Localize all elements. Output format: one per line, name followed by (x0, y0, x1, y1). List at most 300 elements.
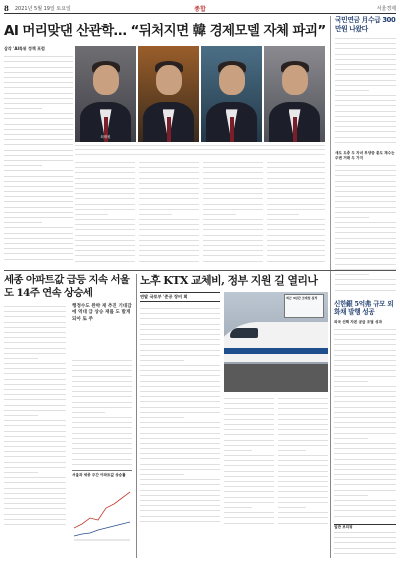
column-rule-right (330, 274, 331, 558)
text-line (4, 522, 66, 525)
text-line (4, 127, 73, 130)
text-line (4, 189, 73, 192)
text-line (278, 474, 328, 477)
text-line (334, 472, 396, 475)
text-line (203, 191, 263, 194)
text-line (72, 436, 132, 439)
text-line (224, 396, 274, 399)
text-line (203, 233, 263, 236)
text-line (278, 406, 328, 409)
text-line (75, 191, 135, 194)
text-line (4, 335, 66, 338)
housing-body-1 (4, 304, 66, 528)
text-line (335, 72, 396, 75)
text-line (4, 65, 73, 68)
text-line (75, 227, 135, 230)
lead-article (4, 46, 73, 264)
text-line (4, 184, 73, 187)
text-line (267, 248, 325, 251)
text-line (334, 410, 396, 413)
text-line (334, 482, 396, 485)
text-line (140, 467, 220, 470)
text-line (334, 457, 396, 460)
text-line (75, 170, 135, 173)
text-line (335, 78, 396, 81)
text-line (335, 210, 396, 213)
text-line (140, 332, 220, 335)
text-line (4, 168, 73, 171)
shinhan-article (334, 300, 396, 523)
text-line (72, 358, 132, 361)
text-line (72, 374, 132, 377)
text-line (140, 498, 220, 501)
text-line (334, 368, 396, 371)
text-line (72, 420, 132, 423)
text-line (267, 259, 325, 262)
text-line (267, 191, 325, 194)
text-line (334, 420, 396, 423)
text-line (4, 460, 66, 463)
text-line (72, 441, 132, 444)
text-line (267, 186, 325, 189)
text-line (224, 417, 274, 420)
text-line (335, 109, 396, 112)
text-line (334, 462, 396, 465)
text-line (278, 422, 328, 425)
text-line (4, 512, 66, 515)
text-line (203, 165, 263, 168)
text-line (139, 202, 199, 205)
text-line (334, 384, 396, 387)
text-line (335, 93, 396, 96)
text-line (334, 394, 396, 397)
text-line (335, 119, 396, 122)
text-line (139, 191, 199, 194)
text-line (4, 449, 66, 452)
text-line (335, 225, 396, 228)
text-line (334, 535, 396, 538)
text-line (72, 446, 132, 449)
text-line (334, 425, 396, 428)
text-line (334, 342, 396, 345)
text-line (4, 429, 66, 432)
text-line (203, 196, 263, 199)
text-line (4, 340, 66, 343)
ktx-graphic (284, 294, 324, 318)
ktx-body-3 (278, 396, 328, 528)
text-line (335, 241, 396, 244)
text-line (267, 165, 325, 168)
text-line (4, 220, 42, 223)
shinhan-title: 신한銀 5억弗 규모 외화채 발행 성공 (334, 300, 394, 317)
article-column-3 (203, 160, 263, 268)
text-line (335, 272, 369, 275)
text-line (140, 431, 220, 434)
text-line (278, 479, 328, 482)
section-label: 종합 (194, 6, 206, 13)
text-line (140, 316, 220, 319)
text-line (224, 401, 274, 404)
text-line (334, 405, 396, 408)
text-line (4, 148, 73, 151)
text-line (203, 248, 263, 251)
text-line (4, 423, 66, 426)
text-line (72, 462, 132, 465)
text-line (335, 46, 396, 49)
text-line (203, 222, 263, 225)
text-line (4, 314, 66, 317)
text-line (4, 231, 73, 234)
text-line (203, 212, 236, 215)
text-line (139, 253, 199, 256)
text-line (75, 196, 135, 199)
text-line (335, 205, 396, 208)
text-line (140, 394, 220, 397)
text-line (334, 477, 396, 480)
text-line (75, 222, 135, 225)
text-line (335, 246, 396, 249)
text-line (4, 210, 73, 213)
text-line (140, 462, 220, 465)
text-line (203, 238, 263, 241)
text-line (334, 431, 396, 434)
text-line (4, 85, 73, 88)
text-line (4, 361, 66, 364)
text-line (278, 469, 328, 472)
text-line (224, 438, 274, 441)
text-line (4, 194, 73, 197)
sidebar-title: 국민연금 月수급 300만원 나왔다 (335, 16, 396, 33)
text-line (75, 160, 135, 163)
text-line (4, 179, 73, 182)
text-line (4, 246, 73, 249)
text-line (72, 400, 132, 403)
text-line (72, 379, 132, 382)
text-line (4, 330, 66, 333)
text-line (335, 135, 396, 138)
text-line (278, 438, 328, 441)
text-line (139, 160, 199, 163)
text-line (4, 325, 66, 328)
housing-chart-svg (72, 478, 132, 548)
text-line (139, 170, 199, 173)
masthead (4, 4, 396, 14)
text-line (267, 217, 325, 220)
text-line (334, 441, 396, 444)
text-line (4, 356, 38, 359)
text-line (278, 510, 328, 513)
text-line (4, 517, 66, 520)
text-line (224, 406, 274, 409)
text-line (335, 36, 396, 39)
photo-speaker-1 (75, 46, 136, 142)
text-line (224, 495, 274, 498)
text-line (335, 230, 396, 233)
text-line (75, 165, 135, 168)
text-line (140, 410, 220, 413)
text-line (278, 396, 328, 399)
text-line (334, 379, 368, 382)
text-line (72, 457, 132, 460)
text-line (335, 67, 396, 70)
housing-headline: 세종 아파트값 급등 지속 서울도 14주 연속 상승세 (4, 274, 130, 299)
text-line (334, 467, 396, 470)
text-line (4, 366, 66, 369)
text-line (4, 215, 73, 218)
text-line (4, 59, 73, 62)
text-line (203, 176, 263, 179)
text-line (140, 342, 220, 345)
text-line (335, 215, 369, 218)
text-line (203, 217, 263, 220)
text-line (4, 397, 66, 400)
text-line (335, 140, 396, 143)
lead-body (4, 54, 73, 264)
text-line (334, 415, 396, 418)
text-line (334, 436, 368, 439)
text-line (140, 519, 220, 522)
text-line (334, 363, 396, 366)
text-line (72, 405, 132, 408)
text-line (334, 358, 396, 361)
text-line (335, 262, 396, 265)
text-line (139, 222, 199, 225)
text-line (334, 488, 396, 491)
text-line (72, 368, 132, 371)
text-line (139, 176, 199, 179)
text-line (278, 489, 328, 492)
text-line (139, 181, 199, 184)
text-line (335, 277, 396, 280)
text-line (4, 111, 73, 114)
text-line (139, 248, 199, 251)
text-line (334, 514, 396, 517)
ktx-train-photo (224, 292, 328, 392)
photo-speaker-3 (201, 46, 262, 142)
text-line (224, 515, 274, 518)
text-line (278, 495, 328, 498)
text-line (4, 80, 73, 83)
text-line (267, 227, 325, 230)
text-line (75, 181, 135, 184)
sidebar-subhead: 새도 도중 두 자녀 부양증 총도 재수는 주변 거래 두 가지 (335, 151, 395, 160)
ktx-graphic-title: 최근 3년간 코레일 실적 (286, 296, 318, 300)
text-line (4, 257, 73, 260)
text-line (140, 399, 220, 402)
text-line (335, 173, 396, 176)
text-line (224, 489, 274, 492)
text-line (334, 446, 396, 449)
text-line (335, 220, 396, 223)
text-line (4, 491, 66, 494)
text-line (140, 446, 220, 449)
text-line (334, 374, 396, 377)
text-line (4, 132, 73, 135)
text-line (4, 142, 73, 145)
text-line (75, 259, 135, 262)
text-line (4, 116, 73, 119)
text-line (334, 337, 396, 340)
text-line (224, 500, 274, 503)
text-line (4, 122, 73, 125)
text-line (72, 425, 132, 428)
housing-body-2 (72, 358, 132, 468)
text-line (203, 259, 263, 262)
text-line (4, 199, 73, 202)
text-line (139, 212, 172, 215)
text-line (335, 189, 396, 192)
text-line (139, 186, 199, 189)
ktx-headline: 노후 KTX 교체비, 정부 지원 길 열리나 (140, 274, 318, 287)
shinhan-subhead: 외국 선택 자본 공급 조달 성과 (334, 319, 382, 324)
text-line (140, 337, 220, 340)
text-line (335, 168, 396, 171)
text-line (4, 70, 73, 73)
text-line (4, 262, 73, 264)
text-line (203, 170, 263, 173)
text-line (140, 327, 220, 330)
text-line (4, 75, 73, 78)
text-line (278, 401, 328, 404)
text-line (278, 484, 328, 487)
text-line (224, 479, 274, 482)
text-line (139, 196, 199, 199)
text-line (278, 453, 328, 456)
text-line (335, 57, 396, 60)
text-line (4, 501, 66, 504)
sidebar-body-1 (335, 36, 396, 148)
text-line (334, 540, 396, 543)
text-line (4, 91, 73, 94)
text-line (224, 505, 252, 508)
text-line (4, 454, 66, 457)
article-column-4 (267, 160, 325, 268)
text-line (335, 199, 396, 202)
sidebar-body-2 (335, 163, 396, 293)
section-divider (4, 270, 396, 271)
text-line (140, 373, 220, 376)
text-line (4, 496, 66, 499)
text-line (140, 477, 220, 480)
issue-date: 2021년 5월 19일 토요일 (14, 6, 71, 12)
text-line (140, 482, 220, 485)
photo-speaker-4 (264, 46, 325, 142)
text-line (140, 306, 220, 309)
text-line (140, 389, 220, 392)
text-line (140, 436, 220, 439)
text-line (278, 448, 306, 451)
text-line (4, 371, 66, 374)
text-line (72, 394, 132, 397)
text-line (4, 251, 73, 254)
text-line (334, 451, 396, 454)
text-line (203, 243, 263, 246)
text-line (224, 521, 274, 524)
text-line (4, 470, 38, 473)
text-line (224, 427, 274, 430)
text-line (335, 288, 396, 291)
text-line (334, 399, 396, 402)
text-line (140, 488, 220, 491)
text-line (75, 243, 135, 246)
text-line (4, 418, 66, 421)
text-line (140, 353, 220, 356)
text-line (4, 236, 73, 239)
text-line (203, 202, 263, 205)
text-line (4, 205, 73, 208)
text-line (335, 41, 396, 44)
briefs-header: 일반 브리핑 (334, 525, 353, 529)
text-line (72, 451, 132, 454)
text-line (75, 248, 135, 251)
text-line (139, 259, 199, 262)
text-line (278, 521, 328, 524)
text-line (278, 515, 328, 518)
text-line (140, 384, 220, 387)
housing-pull-quote: 행정수도 완박 재 추진 기대감에 역대 급 상승 재를 도 발게되아 또 주 (72, 304, 132, 322)
text-line (267, 170, 325, 173)
text-line (140, 451, 220, 454)
text-line (4, 408, 66, 411)
text-line (278, 417, 328, 420)
text-line (139, 233, 199, 236)
text-line (139, 207, 199, 210)
text-line (203, 227, 263, 230)
text-line (140, 348, 220, 351)
text-line (278, 412, 328, 415)
text-line (4, 163, 42, 166)
text-line (334, 530, 396, 533)
text-line (139, 238, 199, 241)
text-line (4, 387, 66, 390)
text-line (4, 174, 73, 177)
housing-chart (72, 470, 132, 554)
text-line (335, 184, 396, 187)
text-line (140, 405, 220, 408)
text-line (267, 207, 325, 210)
text-line (140, 508, 220, 511)
text-line (140, 415, 184, 418)
text-line (72, 415, 132, 418)
text-line (224, 458, 274, 461)
text-line (267, 202, 325, 205)
lead-kicker: 삼각 'AI특위 정책 포럼 (4, 46, 45, 51)
text-line (72, 431, 132, 434)
photo-caption (75, 144, 325, 157)
text-line (4, 346, 66, 349)
article-column-2 (139, 160, 199, 268)
text-line (4, 413, 38, 416)
text-line (4, 96, 73, 99)
text-line (4, 439, 66, 442)
text-line (4, 480, 66, 483)
text-line (139, 227, 199, 230)
chart-title: 서울과 세종 주간 아파트값 상승률 (72, 473, 126, 477)
text-line (224, 463, 274, 466)
text-line (335, 52, 396, 55)
text-line (335, 267, 396, 270)
text-line (267, 176, 325, 179)
text-line (335, 163, 396, 166)
shinhan-body (334, 327, 396, 523)
headline-main: AI 머리맞댄 산관학… (4, 23, 127, 39)
text-line (334, 332, 396, 335)
ktx-body-2 (224, 396, 274, 528)
text-line (278, 427, 328, 430)
text-line (224, 432, 274, 435)
text-line (267, 238, 325, 241)
photo-speaker-2 (138, 46, 199, 142)
